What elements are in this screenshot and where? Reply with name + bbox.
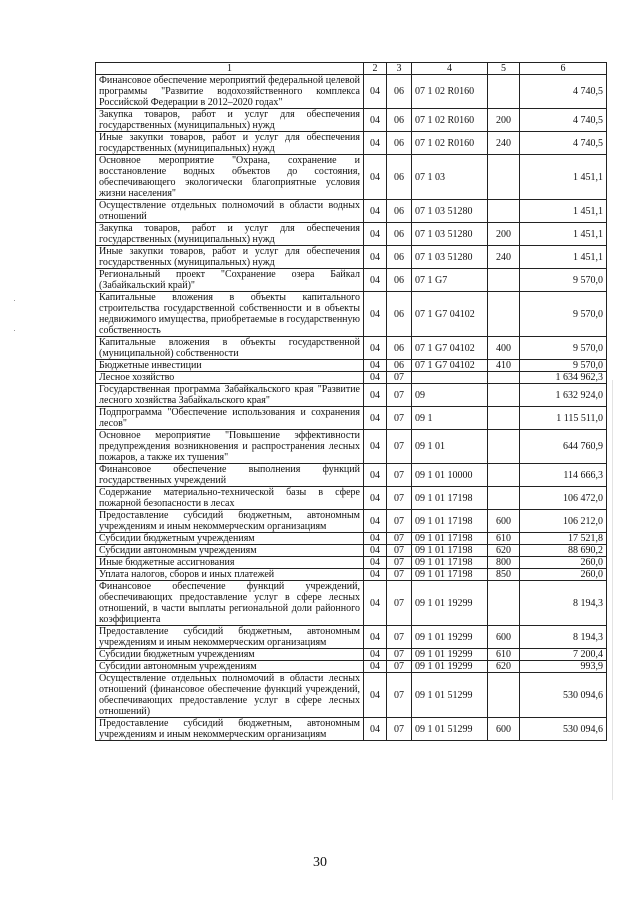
- amount: 1 451,1: [520, 223, 607, 246]
- section-code: 04: [364, 569, 387, 581]
- column-header: 4: [412, 63, 488, 75]
- amount: 17 521,8: [520, 533, 607, 545]
- target-article-code: 09 1 01 51299: [412, 718, 488, 741]
- target-article-code: 07 1 02 R0160: [412, 75, 488, 109]
- section-code: 04: [364, 487, 387, 510]
- row-name: Субсидии автономным учреждениям: [96, 661, 364, 673]
- section-code: 04: [364, 200, 387, 223]
- row-name: Субсидии бюджетным учреждениям: [96, 533, 364, 545]
- section-code: 04: [364, 269, 387, 292]
- row-name: Предоставление субсидий бюджетным, автономным учреждениям и иным некоммерческим организациям: [96, 510, 364, 533]
- row-name: Финансовое обеспечение мероприятий федеральной целевой программы "Развитие водохозяйственного комплекса Российской Федерации в 2012–2020 годах": [96, 75, 364, 109]
- section-code: 04: [364, 360, 387, 372]
- table-row: [96, 75, 607, 109]
- target-article-code: 07 1 03 51280: [412, 246, 488, 269]
- subsection-code: 06: [387, 155, 412, 200]
- target-article-code: 09 1 01 19299: [412, 649, 488, 661]
- row-name: Основное мероприятие "Охрана, сохранение и восстановление водных объектов до состояния, обеспечивающего экологически благоприятные условия жизни населения": [96, 155, 364, 200]
- subsection-code: 07: [387, 510, 412, 533]
- section-code: 04: [364, 545, 387, 557]
- subsection-code: 07: [387, 581, 412, 626]
- amount: 1 451,1: [520, 155, 607, 200]
- target-article-code: 09 1 01 17198: [412, 557, 488, 569]
- expense-type-code: 610: [488, 649, 520, 661]
- target-article-code: 09 1 01 17198: [412, 545, 488, 557]
- amount: 106 212,0: [520, 510, 607, 533]
- table-row: [96, 337, 607, 360]
- row-name: Капитальные вложения в объекты государственной (муниципальной) собственности: [96, 337, 364, 360]
- amount: 106 472,0: [520, 487, 607, 510]
- subsection-code: 06: [387, 132, 412, 155]
- target-article-code: 07 1 G7 04102: [412, 337, 488, 360]
- target-article-code: 07 1 G7: [412, 269, 488, 292]
- table-row: [96, 360, 607, 372]
- amount: 7 200,4: [520, 649, 607, 661]
- table-row: [96, 223, 607, 246]
- page-number: 30: [313, 855, 327, 870]
- section-code: 04: [364, 132, 387, 155]
- column-header: 6: [520, 63, 607, 75]
- amount: 1 451,1: [520, 246, 607, 269]
- subsection-code: 06: [387, 360, 412, 372]
- table-row: [96, 269, 607, 292]
- table-body: [96, 75, 607, 741]
- table-row: [96, 673, 607, 718]
- section-code: 04: [364, 292, 387, 337]
- target-article-code: 09 1 01: [412, 430, 488, 464]
- expense-type-code: [488, 487, 520, 510]
- section-code: 04: [364, 581, 387, 626]
- section-code: 04: [364, 109, 387, 132]
- amount: 8 194,3: [520, 581, 607, 626]
- target-article-code: 07 1 02 R0160: [412, 132, 488, 155]
- target-article-code: [412, 372, 488, 384]
- row-name: Лесное хозяйство: [96, 372, 364, 384]
- target-article-code: 09 1 01 10000: [412, 464, 488, 487]
- table-row: [96, 626, 607, 649]
- row-name: Содержание материально-технической базы в сфере пожарной безопасности в лесах: [96, 487, 364, 510]
- expense-type-code: [488, 407, 520, 430]
- row-name: Иные закупки товаров, работ и услуг для обеспечения государственных (муниципальных) нужд: [96, 246, 364, 269]
- row-name: Иные бюджетные ассигнования: [96, 557, 364, 569]
- subsection-code: 07: [387, 649, 412, 661]
- expense-type-code: [488, 155, 520, 200]
- column-header: 3: [387, 63, 412, 75]
- expense-type-code: 600: [488, 626, 520, 649]
- amount: 4 740,5: [520, 75, 607, 109]
- row-name: Осуществление отдельных полномочий в области водных отношений: [96, 200, 364, 223]
- table-row: [96, 155, 607, 200]
- expense-type-code: 610: [488, 533, 520, 545]
- table-row: [96, 464, 607, 487]
- section-code: 04: [364, 155, 387, 200]
- expense-type-code: [488, 200, 520, 223]
- amount: 1 451,1: [520, 200, 607, 223]
- subsection-code: 07: [387, 407, 412, 430]
- section-code: 04: [364, 337, 387, 360]
- expense-type-code: 400: [488, 337, 520, 360]
- subsection-code: 07: [387, 464, 412, 487]
- target-article-code: 09: [412, 384, 488, 407]
- section-code: 04: [364, 673, 387, 718]
- section-code: 04: [364, 407, 387, 430]
- table-row: [96, 372, 607, 384]
- subsection-code: 06: [387, 269, 412, 292]
- row-name: Субсидии автономным учреждениям: [96, 545, 364, 557]
- amount: 9 570,0: [520, 269, 607, 292]
- expense-type-code: [488, 292, 520, 337]
- row-name: Закупка товаров, работ и услуг для обеспечения государственных (муниципальных) нужд: [96, 223, 364, 246]
- section-code: 04: [364, 430, 387, 464]
- scan-speck: [14, 330, 15, 331]
- amount: 9 570,0: [520, 337, 607, 360]
- row-name: Государственная программа Забайкальского края "Развитие лесного хозяйства Забайкальского края": [96, 384, 364, 407]
- row-name: Иные закупки товаров, работ и услуг для обеспечения государственных (муниципальных) нужд: [96, 132, 364, 155]
- expense-type-code: 200: [488, 223, 520, 246]
- row-name: Капитальные вложения в объекты капитального строительства государственной собственности и в объекты недвижимого имущества, приобретаемые в государственную собственность: [96, 292, 364, 337]
- table-row: [96, 510, 607, 533]
- target-article-code: 07 1 G7 04102: [412, 292, 488, 337]
- table-row: [96, 132, 607, 155]
- section-code: 04: [364, 75, 387, 109]
- subsection-code: 07: [387, 661, 412, 673]
- target-article-code: 07 1 03: [412, 155, 488, 200]
- row-name: Субсидии бюджетным учреждениям: [96, 649, 364, 661]
- table-row: [96, 384, 607, 407]
- row-name: Бюджетные инвестиции: [96, 360, 364, 372]
- section-code: 04: [364, 626, 387, 649]
- target-article-code: 09 1: [412, 407, 488, 430]
- section-code: 04: [364, 649, 387, 661]
- amount: 88 690,2: [520, 545, 607, 557]
- target-article-code: 07 1 03 51280: [412, 223, 488, 246]
- expense-type-code: [488, 269, 520, 292]
- amount: 1 634 962,3: [520, 372, 607, 384]
- subsection-code: 06: [387, 337, 412, 360]
- target-article-code: 07 1 02 R0160: [412, 109, 488, 132]
- expense-type-code: [488, 673, 520, 718]
- expense-type-code: [488, 372, 520, 384]
- target-article-code: 09 1 01 19299: [412, 581, 488, 626]
- subsection-code: 07: [387, 372, 412, 384]
- row-name: Основное мероприятие "Повышение эффективности предупреждения возникновения и распространения лесных пожаров, а также их тушения": [96, 430, 364, 464]
- row-name: Осуществление отдельных полномочий в области лесных отношений (финансовое обеспечение функций учреждений, обеспечивающих предоставление услуг в сфере лесных отношений): [96, 673, 364, 718]
- expense-type-code: 240: [488, 246, 520, 269]
- expense-type-code: 200: [488, 109, 520, 132]
- target-article-code: 09 1 01 19299: [412, 661, 488, 673]
- row-name: Предоставление субсидий бюджетным, автономным учреждениям и иным некоммерческим организациям: [96, 718, 364, 741]
- row-name: Финансовое обеспечение функций учреждений, обеспечивающих предоставление услуг в сфере лесных отношений, в части выплаты региональной доли районного коэффициента: [96, 581, 364, 626]
- subsection-code: 07: [387, 487, 412, 510]
- table-row: [96, 718, 607, 741]
- amount: 9 570,0: [520, 292, 607, 337]
- expense-type-code: [488, 430, 520, 464]
- table-row: [96, 557, 607, 569]
- amount: 644 760,9: [520, 430, 607, 464]
- expense-type-code: [488, 75, 520, 109]
- table-row: [96, 407, 607, 430]
- target-article-code: 09 1 01 17198: [412, 569, 488, 581]
- expense-type-code: [488, 464, 520, 487]
- amount: 260,0: [520, 557, 607, 569]
- subsection-code: 06: [387, 246, 412, 269]
- section-code: 04: [364, 246, 387, 269]
- subsection-code: 06: [387, 292, 412, 337]
- table-row: [96, 581, 607, 626]
- table-row: [96, 533, 607, 545]
- section-code: 04: [364, 661, 387, 673]
- target-article-code: 09 1 01 51299: [412, 673, 488, 718]
- amount: 1 632 924,0: [520, 384, 607, 407]
- subsection-code: 07: [387, 545, 412, 557]
- target-article-code: 09 1 01 17198: [412, 487, 488, 510]
- amount: 1 115 511,0: [520, 407, 607, 430]
- table-row: [96, 246, 607, 269]
- amount: 530 094,6: [520, 673, 607, 718]
- amount: 260,0: [520, 569, 607, 581]
- table-row: [96, 569, 607, 581]
- section-code: 04: [364, 384, 387, 407]
- table-row: [96, 661, 607, 673]
- subsection-code: 07: [387, 384, 412, 407]
- table-header-row: [96, 63, 607, 75]
- subsection-code: 06: [387, 109, 412, 132]
- column-header: 5: [488, 63, 520, 75]
- subsection-code: 06: [387, 200, 412, 223]
- subsection-code: 06: [387, 75, 412, 109]
- expense-type-code: 240: [488, 132, 520, 155]
- row-name: Уплата налогов, сборов и иных платежей: [96, 569, 364, 581]
- amount: 9 570,0: [520, 360, 607, 372]
- row-name: Предоставление субсидий бюджетным, автономным учреждениям и иным некоммерческим организациям: [96, 626, 364, 649]
- budget-table: [95, 62, 607, 741]
- table-row: [96, 487, 607, 510]
- scan-speck: [14, 300, 15, 301]
- target-article-code: 09 1 01 17198: [412, 510, 488, 533]
- expense-type-code: 600: [488, 510, 520, 533]
- expense-type-code: [488, 384, 520, 407]
- section-code: 04: [364, 510, 387, 533]
- table-row: [96, 430, 607, 464]
- target-article-code: 07 1 03 51280: [412, 200, 488, 223]
- section-code: 04: [364, 718, 387, 741]
- section-code: 04: [364, 223, 387, 246]
- row-name: Финансовое обеспечение выполнения функций государственных учреждений: [96, 464, 364, 487]
- expense-type-code: 850: [488, 569, 520, 581]
- table-row: [96, 200, 607, 223]
- amount: 4 740,5: [520, 132, 607, 155]
- subsection-code: 07: [387, 626, 412, 649]
- row-name: Подпрограмма "Обеспечение использования и сохранения лесов": [96, 407, 364, 430]
- row-name: Региональный проект "Сохранение озера Байкал (Забайкальский край)": [96, 269, 364, 292]
- scan-margin-line: [612, 380, 613, 800]
- subsection-code: 07: [387, 533, 412, 545]
- amount: 4 740,5: [520, 109, 607, 132]
- subsection-code: 07: [387, 718, 412, 741]
- expense-type-code: 600: [488, 718, 520, 741]
- section-code: 04: [364, 372, 387, 384]
- expense-type-code: 410: [488, 360, 520, 372]
- amount: 993,9: [520, 661, 607, 673]
- subsection-code: 07: [387, 673, 412, 718]
- amount: 114 666,3: [520, 464, 607, 487]
- table-row: [96, 649, 607, 661]
- amount: 8 194,3: [520, 626, 607, 649]
- table-row: [96, 545, 607, 557]
- subsection-code: 07: [387, 557, 412, 569]
- table-row: [96, 109, 607, 132]
- table-row: [96, 292, 607, 337]
- expense-type-code: 620: [488, 545, 520, 557]
- column-header: 1: [96, 63, 364, 75]
- section-code: 04: [364, 533, 387, 545]
- subsection-code: 07: [387, 430, 412, 464]
- section-code: 04: [364, 464, 387, 487]
- section-code: 04: [364, 557, 387, 569]
- expense-type-code: [488, 581, 520, 626]
- expense-type-code: 800: [488, 557, 520, 569]
- subsection-code: 07: [387, 569, 412, 581]
- amount: 530 094,6: [520, 718, 607, 741]
- target-article-code: 09 1 01 19299: [412, 626, 488, 649]
- target-article-code: 07 1 G7 04102: [412, 360, 488, 372]
- row-name: Закупка товаров, работ и услуг для обеспечения государственных (муниципальных) нужд: [96, 109, 364, 132]
- subsection-code: 06: [387, 223, 412, 246]
- expense-type-code: 620: [488, 661, 520, 673]
- target-article-code: 09 1 01 17198: [412, 533, 488, 545]
- column-header: 2: [364, 63, 387, 75]
